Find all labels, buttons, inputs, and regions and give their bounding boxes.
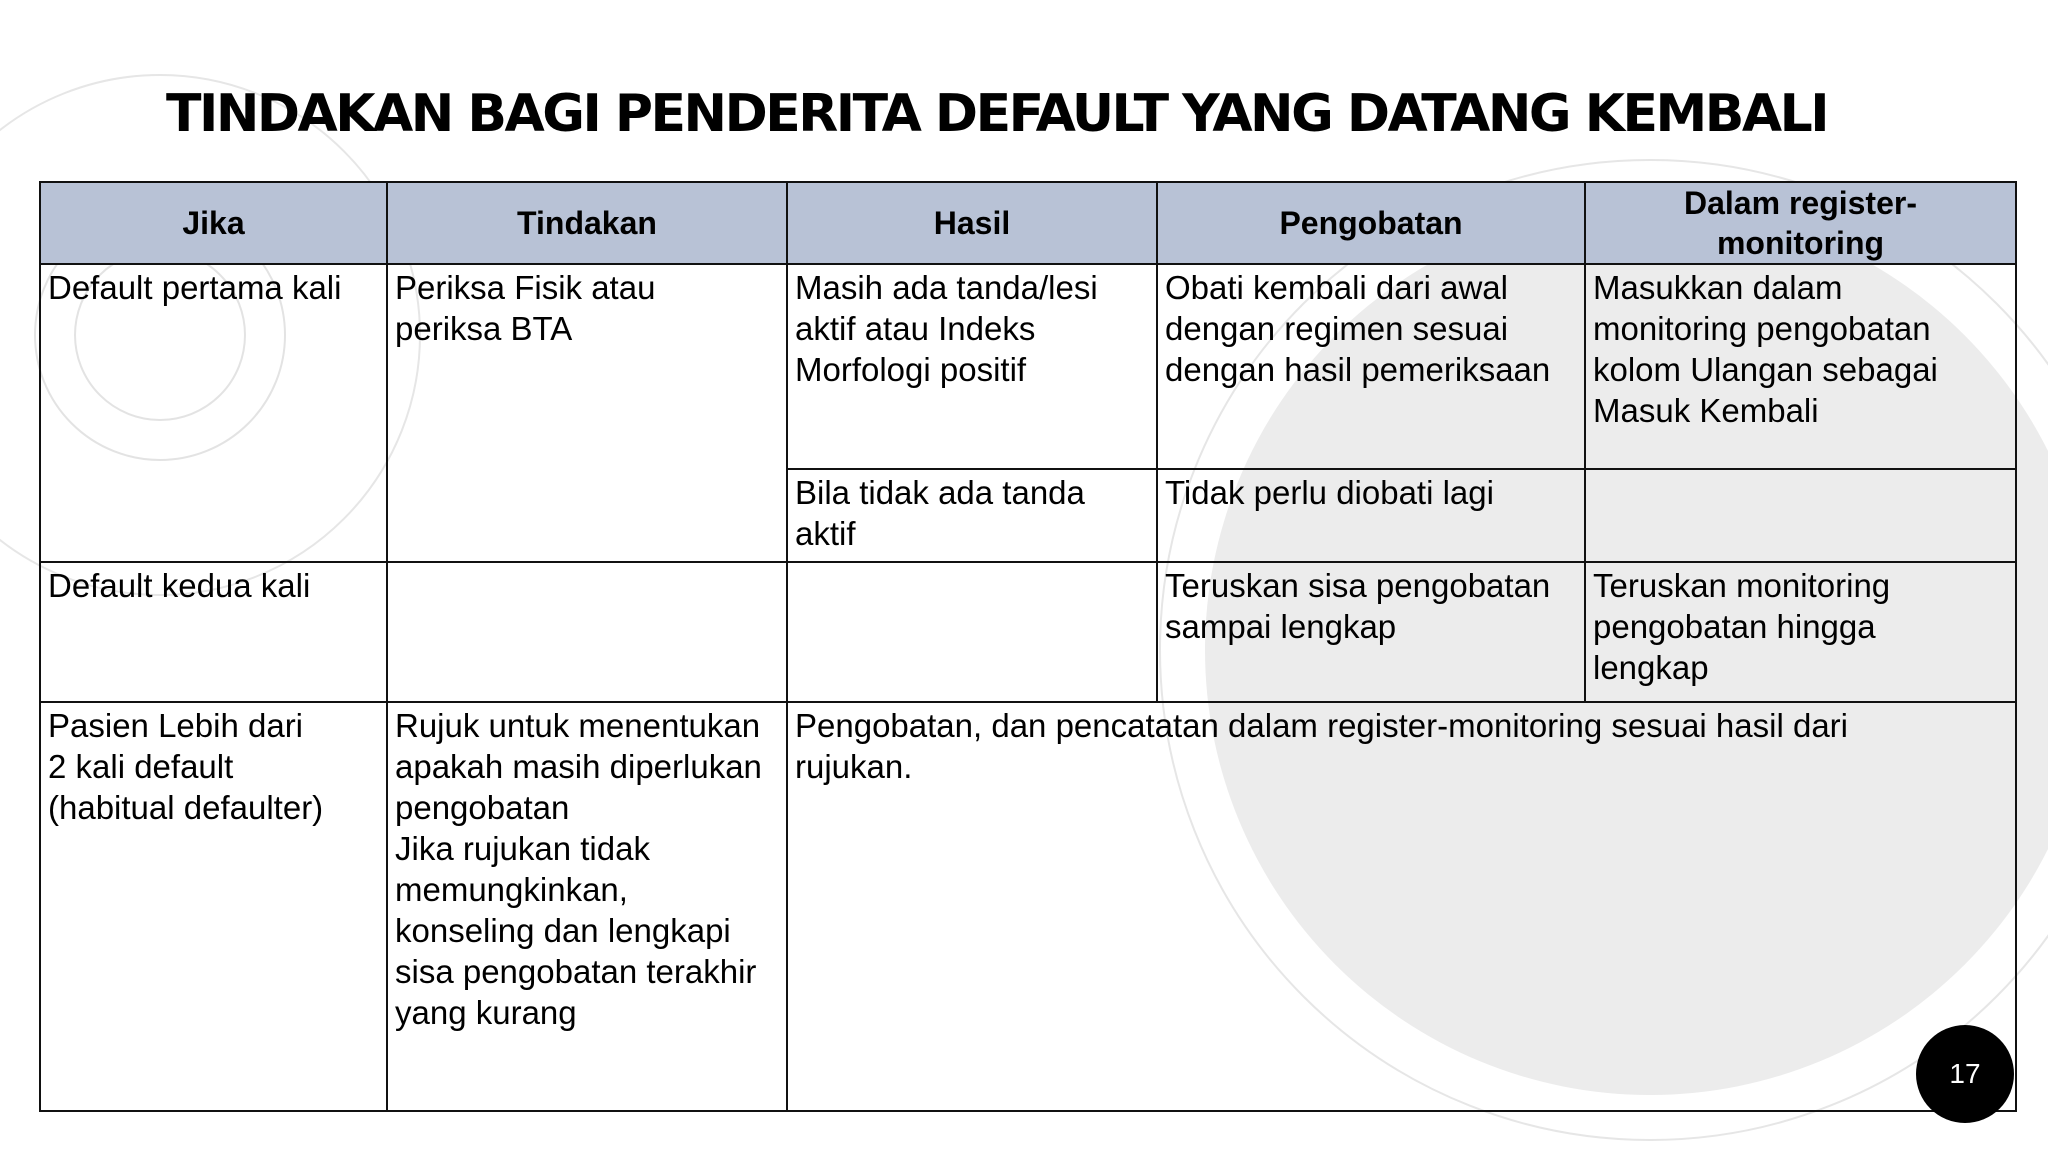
- slide-title: TINDAKAN BAGI PENDERITA DEFAULT YANG DATANG KEMBALI: [166, 84, 1828, 144]
- cell-pengobatan-active: Obati kembali dari awal dengan regimen sesuai dengan hasil pemeriksaan: [1157, 264, 1585, 469]
- header-jika: Jika: [40, 182, 387, 264]
- table-header-row: [40, 182, 2016, 264]
- header-pengobatan: Pengobatan: [1157, 182, 1585, 264]
- cell-combined-habitual: Pengobatan, dan pencatatan dalam register-monitoring sesuai hasil dari rujukan.: [787, 702, 2016, 1111]
- cell-jika-habitual: Pasien Lebih dari 2 kali default (habitual defaulter): [40, 702, 387, 1111]
- cell-register-active: Masukkan dalam monitoring pengobatan kolom Ulangan sebagai Masuk Kembali: [1585, 264, 2016, 469]
- cell-pengobatan-inactive: Tidak perlu diobati lagi: [1157, 469, 1585, 562]
- table-row: [40, 562, 2016, 702]
- cell-tindakan-habitual: Rujuk untuk menentukan apakah masih diperlukan pengobatan Jika rujukan tidak memungkinkan, konseling dan lengkapi sisa pengobatan terakhir yang kurang: [387, 702, 787, 1111]
- cell-hasil-active: Masih ada tanda/lesi aktif atau Indeks Morfologi positif: [787, 264, 1157, 469]
- cell-register-default-second: Teruskan monitoring pengobatan hingga lengkap: [1585, 562, 2016, 702]
- cell-jika-default-second: Default kedua kali: [40, 562, 387, 702]
- table-row: [40, 264, 2016, 469]
- cell-tindakan-default-first: Periksa Fisik atau periksa BTA: [387, 264, 787, 562]
- cell-hasil-inactive: Bila tidak ada tanda aktif: [787, 469, 1157, 562]
- cell-pengobatan-default-second: Teruskan sisa pengobatan sampai lengkap: [1157, 562, 1585, 702]
- header-register-monitoring: Dalam register- monitoring: [1585, 182, 2016, 264]
- cell-tindakan-default-second: [387, 562, 787, 702]
- cell-register-inactive: [1585, 469, 2016, 562]
- default-actions-table: [39, 181, 2017, 1112]
- cell-hasil-default-second: [787, 562, 1157, 702]
- cell-jika-default-first: Default pertama kali: [40, 264, 387, 562]
- header-hasil: Hasil: [787, 182, 1157, 264]
- table-row: [40, 702, 2016, 1111]
- header-tindakan: Tindakan: [387, 182, 787, 264]
- page-number-badge: 17: [1916, 1025, 2014, 1123]
